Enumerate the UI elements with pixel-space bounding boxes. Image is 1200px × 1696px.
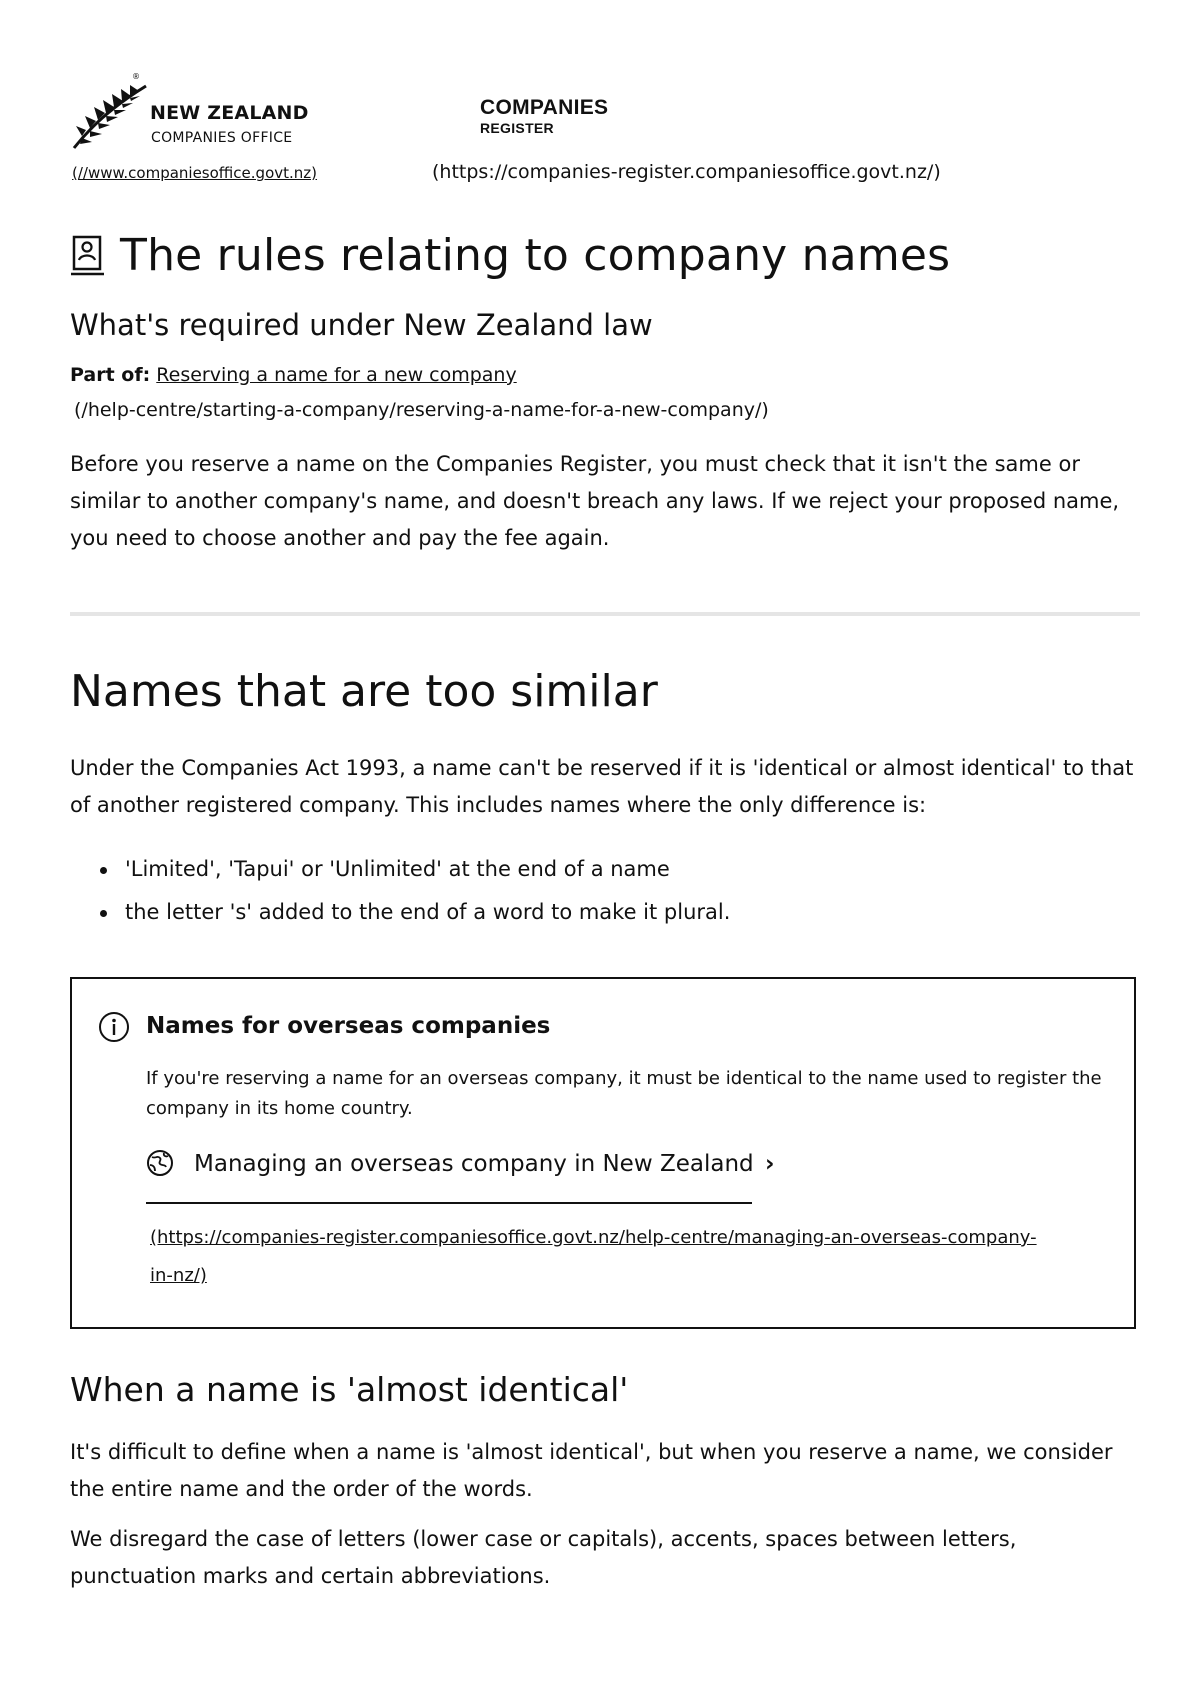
part-of-link[interactable]: Reserving a name for a new company	[156, 364, 517, 386]
managing-overseas-company-link[interactable]	[194, 1151, 774, 1177]
companies-register-logo[interactable]	[480, 96, 608, 136]
silver-fern-icon	[70, 78, 150, 150]
managing-overseas-company-link-label: Managing an overseas company in New Zealand	[194, 1151, 754, 1177]
intro-paragraph: Before you reserve a name on the Companies Register, you must check that it isn't the same or similar to another company's name, and doesn't breach any laws. If we reject your proposed name, you need to choose another and pay the fee again.	[70, 452, 1120, 550]
info-icon	[98, 1011, 130, 1043]
list-item: 'Limited', 'Tapui' or 'Unlimited' at the end of a name	[70, 848, 730, 891]
site-header	[70, 0, 1140, 200]
part-of	[70, 364, 517, 386]
companies-register-url[interactable]: (https://companies-register.companiesoffice.govt.nz/)	[432, 161, 941, 183]
document-person-icon	[70, 235, 108, 277]
page-title: The rules relating to company names	[120, 230, 951, 281]
similar-paragraph: Under the Companies Act 1993, a name can't be reserved if it is 'identical or almost identical' to that of another registered company. This includes names where the only difference is:	[70, 756, 1134, 817]
companies-office-url[interactable]: (//www.companiesoffice.govt.nz)	[72, 164, 318, 182]
part-of-label: Part of:	[70, 364, 151, 386]
almost-identical-paragraph-2: We disregard the case of letters (lower case or capitals), accents, spaces between letters, punctuation marks and certain abbreviations.	[70, 1527, 1017, 1588]
document-page	[70, 0, 1140, 1588]
managing-overseas-company-url[interactable]: (https://companies-register.companiesoffice.govt.nz/help-centre/managing-an-overseas-company-in-nz/)	[150, 1227, 1037, 1286]
list-item: the letter 's' added to the end of a word to make it plural.	[70, 891, 730, 934]
info-box-overseas-companies	[70, 977, 1136, 1329]
heading-names-too-similar: Names that are too similar	[70, 666, 658, 717]
similar-bullet-list	[70, 848, 730, 934]
link-underline	[146, 1202, 752, 1204]
almost-identical-paragraph-1: It's difficult to define when a name is 'almost identical', but when you reserve a name, we consider the entire name and the order of the words.	[70, 1440, 1113, 1501]
nz-companies-office-logo[interactable]	[70, 72, 330, 152]
globe-icon	[146, 1149, 174, 1177]
cr-logo-line2: REGISTER	[480, 120, 554, 136]
page-subtitle: What's required under New Zealand law	[70, 308, 653, 342]
registered-mark: ®	[132, 72, 140, 81]
section-divider	[70, 612, 1140, 616]
info-box-text: If you're reserving a name for an overseas company, it must be identical to the name used to register the company in its home country.	[146, 1068, 1102, 1119]
nz-logo-line2: COMPANIES OFFICE	[151, 130, 293, 146]
info-box-title: Names for overseas companies	[146, 1013, 551, 1039]
nz-logo-line1: NEW ZEALAND	[150, 102, 309, 124]
part-of-url: (/help-centre/starting-a-company/reserving-a-name-for-a-new-company/)	[74, 399, 769, 421]
heading-almost-identical: When a name is 'almost identical'	[70, 1370, 629, 1409]
title-row	[70, 230, 950, 281]
chevron-right-icon: ›	[764, 1151, 775, 1177]
cr-logo-line1: COMPANIES	[480, 96, 609, 119]
